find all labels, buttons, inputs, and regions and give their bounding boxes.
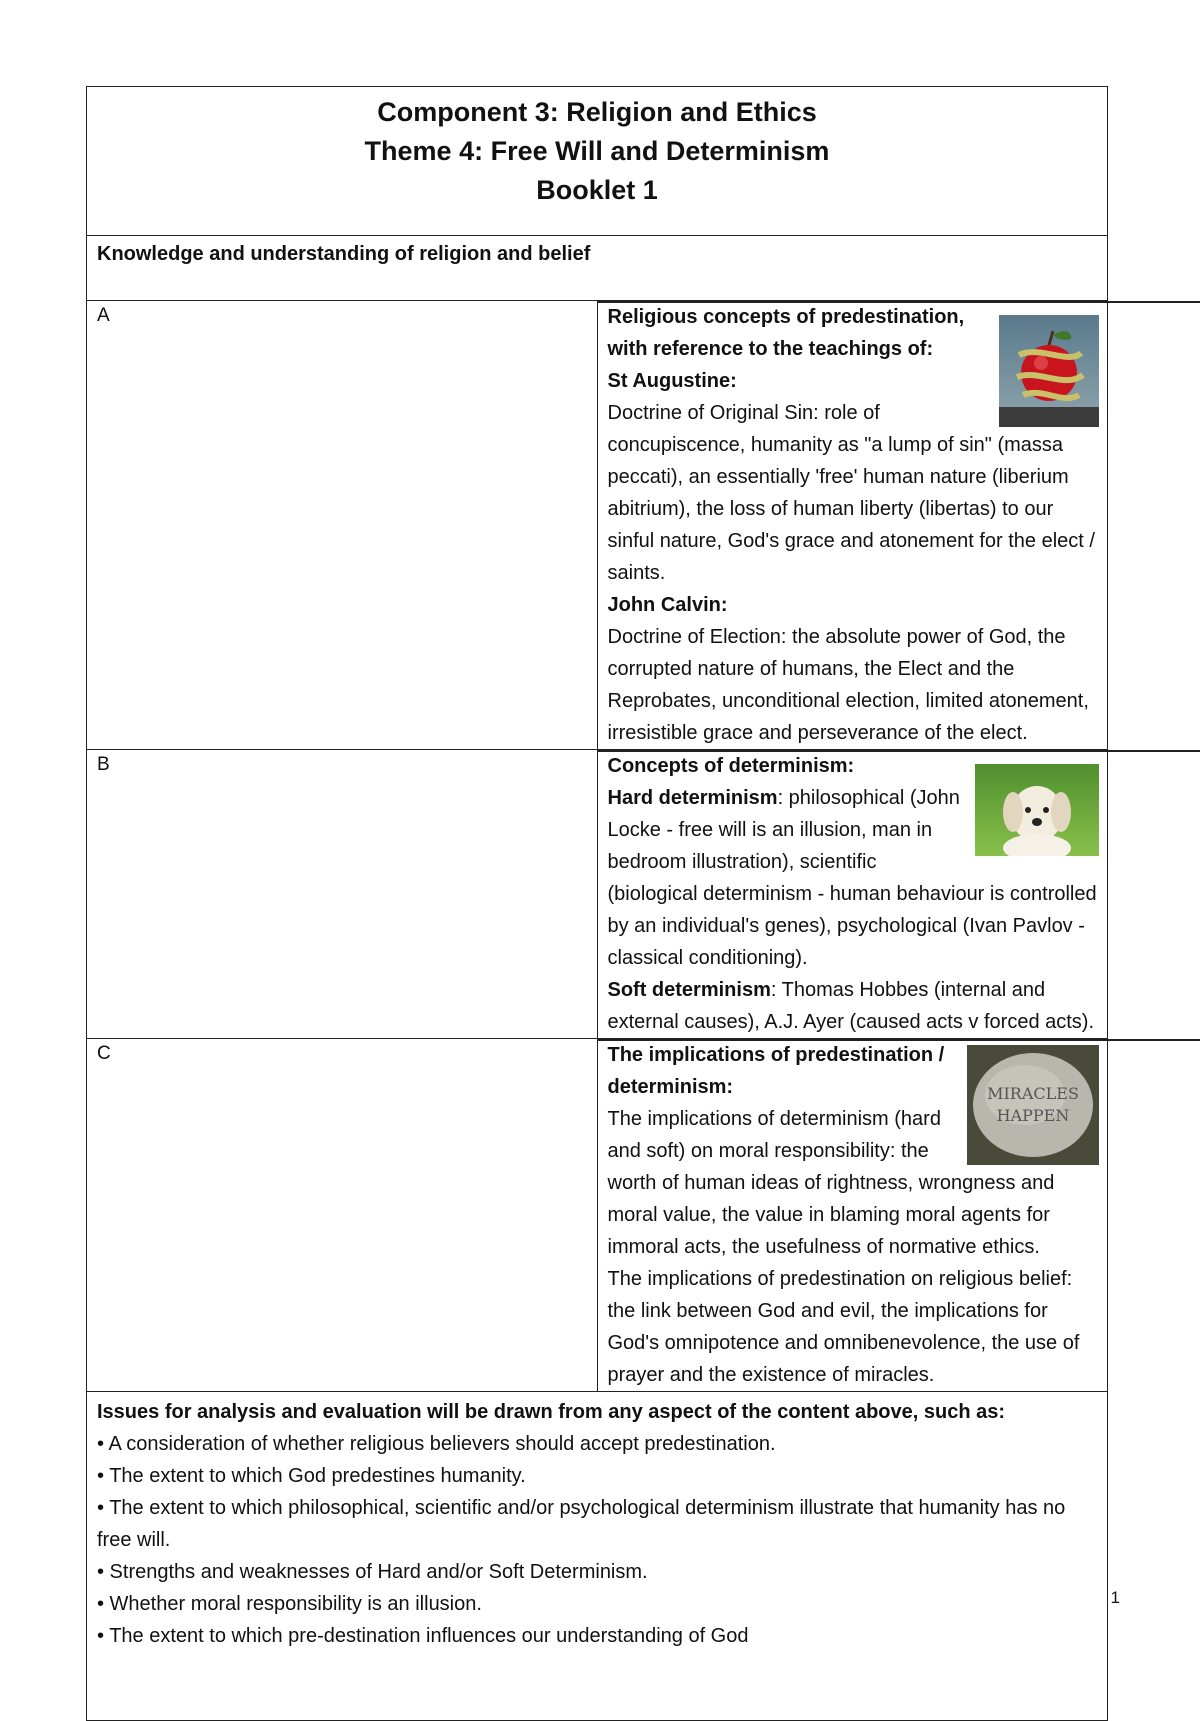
section-title: Religious concepts of predestination, with reference to the teachings of: — [608, 301, 1100, 365]
specification-table — [86, 86, 1108, 1721]
hard-determinism-label: Hard determinism — [608, 787, 778, 809]
booklet-title: Booklet 1 — [87, 171, 1107, 210]
issues-cell — [87, 1392, 1108, 1721]
section-letter: B — [87, 750, 598, 1039]
section-content — [597, 750, 1108, 1039]
apple-serpent-image — [999, 315, 1099, 427]
divider — [598, 301, 1200, 303]
section-title: The implications of predestination / determinism: — [608, 1039, 1100, 1103]
predestination-implications-text: The implications of predestination on religious belief: the link between God and evil, the implications for God's omnipotence and omnibenevolence, the use of prayer and the existence of miracles. — [608, 1263, 1100, 1391]
issues-title: Issues for analysis and evaluation will be drawn from any aspect of the content above, such as: — [97, 1396, 1097, 1428]
soft-determinism-paragraph — [608, 974, 1100, 1038]
issue-item: • The extent to which God predestines humanity. — [97, 1460, 1097, 1492]
knowledge-heading: Knowledge and understanding of religion and belief — [87, 236, 1108, 301]
soft-determinism-label: Soft determinism — [608, 979, 771, 1001]
miracles-stone-image — [967, 1045, 1099, 1165]
subheading-calvin: John Calvin: — [608, 589, 1100, 621]
augustine-text: Doctrine of Original Sin: role of concupiscence, humanity as "a lump of sin" (massa peccati), an essentially 'free' human nature (liberium abitrium), the loss of human liberty (libertas) to our sinful nature, God's grace and atonement for the elect / saints. — [608, 397, 1100, 589]
issue-item: • The extent to which pre-destination influences our understanding of God — [97, 1620, 1097, 1652]
calvin-text: Doctrine of Election: the absolute power of God, the corrupted nature of humans, the Elect and the Reprobates, unconditional election, limited atonement, irresistible grace and perseverance of the elect. — [608, 621, 1100, 749]
issue-item: • Whether moral responsibility is an illusion. — [97, 1588, 1097, 1620]
puppy-image — [975, 764, 1099, 856]
section-content — [597, 1039, 1108, 1392]
issue-item: • Strengths and weaknesses of Hard and/or Soft Determinism. — [97, 1556, 1097, 1588]
soft-determinism-text: : Thomas Hobbes (internal and external causes), A.J. Ayer (caused acts v forced acts). — [608, 979, 1095, 1033]
section-title: Concepts of determinism: — [608, 750, 1100, 782]
section-row-b — [87, 750, 1108, 1039]
issue-item: • The extent to which philosophical, scientific and/or psychological determinism illustrate that humanity has no free will. — [97, 1492, 1097, 1556]
divider — [598, 1039, 1200, 1041]
section-letter: C — [87, 1039, 598, 1392]
subheading-augustine: St Augustine: — [608, 365, 1100, 397]
determinism-implications-text: The implications of determinism (hard and soft) on moral responsibility: the worth of human ideas of rightness, wrongness and moral value, the value in blaming moral agents for immoral acts, the usefulness of normative ethics. — [608, 1103, 1100, 1263]
section-letter: A — [87, 301, 598, 750]
divider — [598, 750, 1200, 752]
issue-item: • A consideration of whether religious believers should accept predestination. — [97, 1428, 1097, 1460]
component-title: Component 3: Religion and Ethics — [87, 93, 1107, 132]
stone-text-1: MIRACLES — [987, 1084, 1079, 1103]
section-row-c — [87, 1039, 1108, 1392]
stone-text-2: HAPPEN — [997, 1106, 1070, 1125]
page-number: 1 — [1111, 1588, 1120, 1608]
title-cell — [87, 87, 1108, 236]
hard-determinism-text: : philosophical (John Locke - free will is an illusion, man in bedroom illustration), scientific (biological determinism - human behaviour is controlled by an individual's genes), psychological (Ivan Pavlov - classical conditioning). — [608, 787, 1097, 969]
section-row-a — [87, 301, 1108, 750]
section-content — [597, 301, 1108, 750]
theme-title: Theme 4: Free Will and Determinism — [87, 132, 1107, 171]
